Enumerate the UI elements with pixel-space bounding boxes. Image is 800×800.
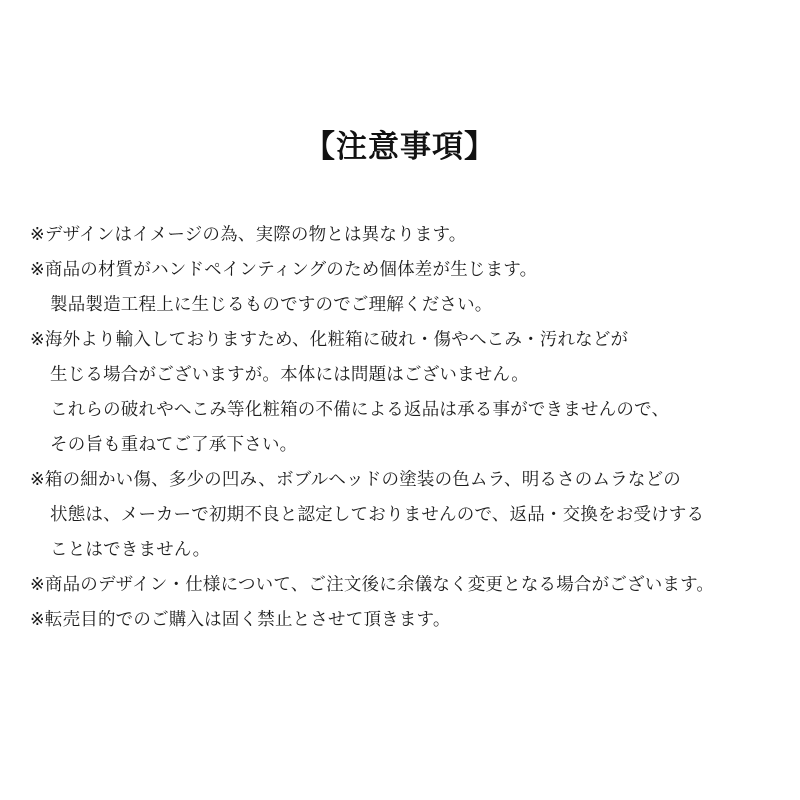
notice-line: ※転売目的でのご購入は固く禁止とさせて頂きます。 xyxy=(30,609,451,630)
notice-line: その旨も重ねてご了承下さい。 xyxy=(50,434,298,455)
notice-item xyxy=(30,462,770,567)
notice-list xyxy=(0,165,800,637)
notice-item xyxy=(30,252,770,322)
notice-item xyxy=(30,322,770,462)
notice-line: ※デザインはイメージの為、実際の物とは異なります。 xyxy=(30,224,467,245)
notice-line: これらの破れやへこみ等化粧箱の不備による返品は承る事ができませんので、 xyxy=(50,399,670,420)
notice-line: 製品製造工程上に生じるものですのでご理解ください。 xyxy=(50,294,493,315)
notice-line: ※商品の材質がハンドペインティングのため個体差が生じます。 xyxy=(30,259,538,280)
notice-line: 生じる場合がございますが。本体には問題はございません。 xyxy=(50,364,529,385)
notice-line: ※海外より輸入しておりますため、化粧箱に破れ・傷やへこみ・汚れなどが xyxy=(30,329,629,350)
notice-item xyxy=(30,602,770,637)
notice-item xyxy=(30,217,770,252)
notice-line: ※商品のデザイン・仕様について、ご注文後に余儀なく変更となる場合がございます。 xyxy=(30,574,715,595)
notice-line: ことはできません。 xyxy=(50,539,211,560)
page-title: 【注意事項】 xyxy=(304,129,496,164)
notice-item xyxy=(30,567,770,602)
notice-line: ※箱の細かい傷、多少の凹み、ボブルヘッドの塗装の色ムラ、明るさのムラなどの xyxy=(30,469,682,490)
notice-line: 状態は、メーカーで初期不良と認定しておりませんので、返品・交換をお受けする xyxy=(50,504,705,525)
